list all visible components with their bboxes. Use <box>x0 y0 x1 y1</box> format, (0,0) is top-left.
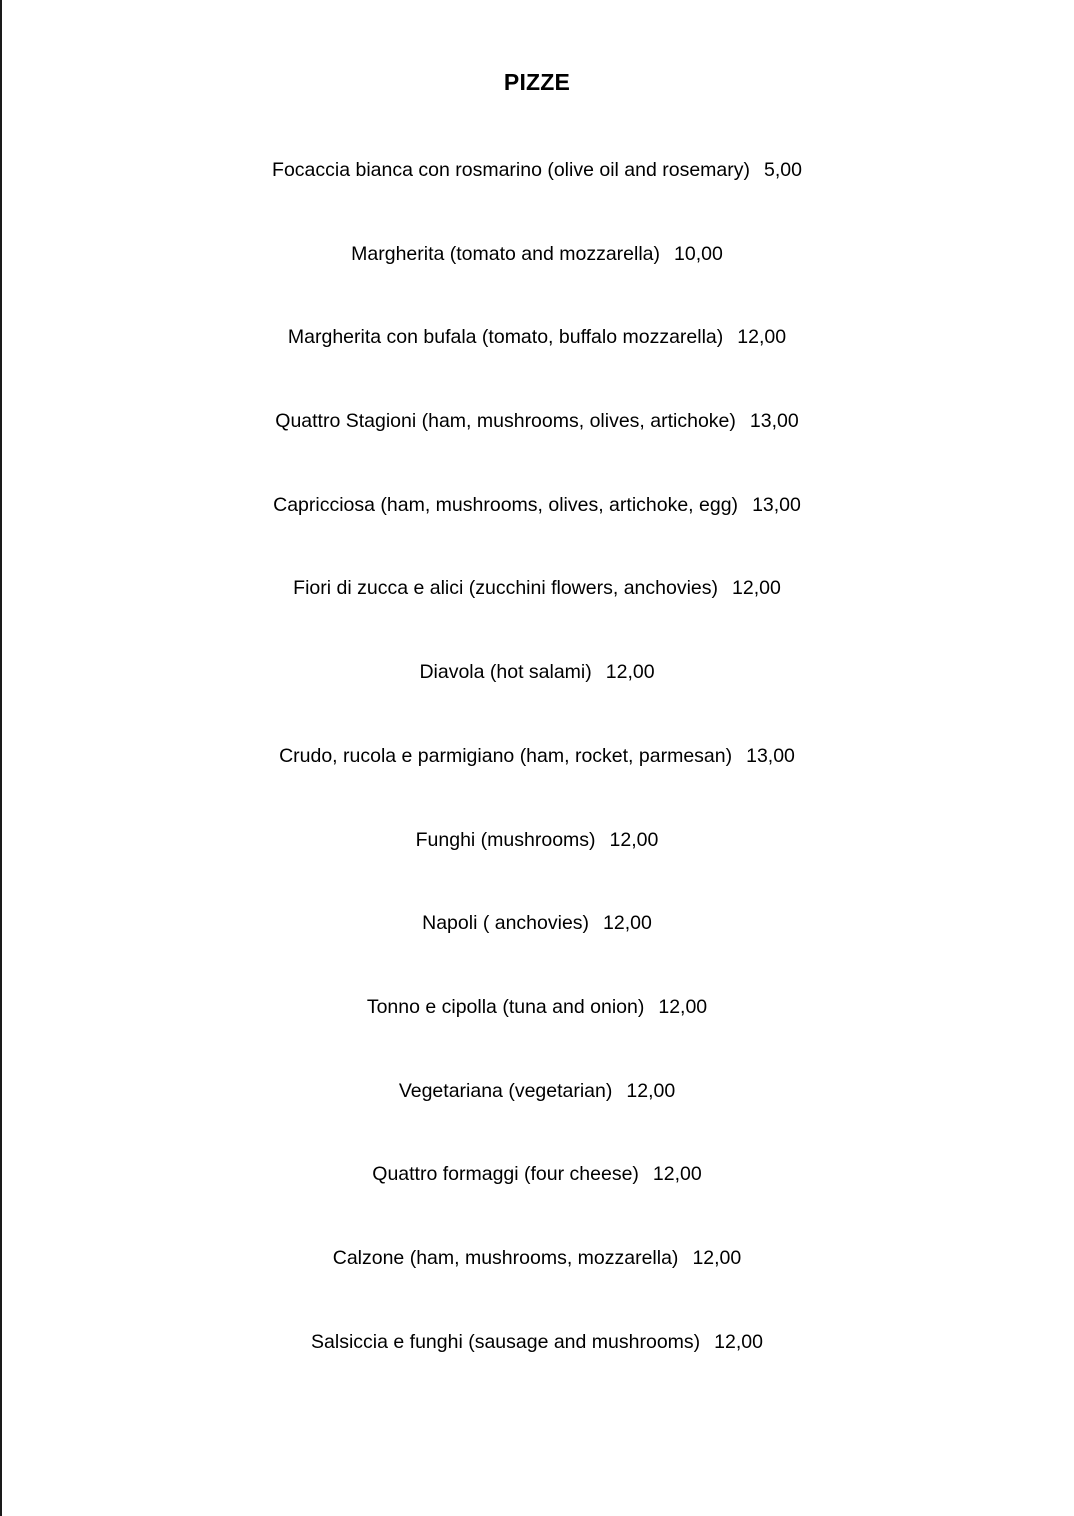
menu-item-price: 12,00 <box>609 828 659 851</box>
menu-item <box>0 237 1074 321</box>
menu-item <box>0 1157 1074 1241</box>
menu-item-name: Focaccia bianca con rosmarino (olive oil and rosemary) <box>272 159 750 181</box>
menu-item <box>0 1241 1074 1325</box>
menu-item-name: Funghi (mushrooms) <box>415 828 596 851</box>
menu-item-price: 12,00 <box>737 326 787 349</box>
menu-item-price: 5,00 <box>764 159 802 181</box>
menu-item-name: Crudo, rucola e parmigiano (ham, rocket, parmesan) <box>279 744 733 767</box>
menu-item-price: 12,00 <box>692 1246 742 1269</box>
menu-item-price: 13,00 <box>752 493 801 516</box>
menu-item <box>0 823 1074 907</box>
menu-item <box>0 153 1074 237</box>
menu-item <box>0 320 1074 404</box>
menu-item-name: Margherita con bufala (tomato, buffalo mozzarella) <box>287 326 724 349</box>
menu-item-name: Salsiccia e funghi (sausage and mushrooms) <box>311 1330 701 1353</box>
menu-item-name: Capricciosa (ham, mushrooms, olives, artichoke, egg) <box>273 493 739 516</box>
menu-item-price: 12,00 <box>732 577 781 600</box>
menu-item <box>0 990 1074 1074</box>
menu-item-price: 12,00 <box>603 912 652 935</box>
menu-title: PIZZE <box>503 69 571 95</box>
menu-item-name: Quattro Stagioni (ham, mushrooms, olives, artichoke) <box>275 410 736 433</box>
menu-item <box>0 1325 1074 1409</box>
menu-item-name: Calzone (ham, mushrooms, mozzarella) <box>332 1246 679 1269</box>
menu-item-name: Napoli ( anchovies) <box>422 912 590 935</box>
menu-item-price: 12,00 <box>658 995 708 1018</box>
menu-item-price: 12,00 <box>605 661 655 684</box>
menu-item-price: 12,00 <box>626 1079 676 1102</box>
menu-item-price: 12,00 <box>652 1163 702 1186</box>
menu-item <box>0 1074 1074 1158</box>
menu-item <box>0 488 1074 572</box>
menu-item <box>0 404 1074 488</box>
menu-item <box>0 571 1074 655</box>
menu-item <box>0 739 1074 823</box>
menu-item-name: Quattro formaggi (four cheese) <box>372 1163 639 1186</box>
menu-item-price: 13,00 <box>746 744 795 767</box>
menu-list <box>0 153 1074 1408</box>
menu-item <box>0 655 1074 739</box>
menu-item-price: 10,00 <box>674 242 723 265</box>
menu-item-name: Tonno e cipolla (tuna and onion) <box>366 995 645 1018</box>
menu-item-price: 13,00 <box>749 410 799 433</box>
menu-item-price: 12,00 <box>714 1330 763 1353</box>
menu-item <box>0 906 1074 990</box>
menu-item-name: Vegetariana (vegetarian) <box>398 1079 613 1102</box>
menu-item-name: Diavola (hot salami) <box>419 661 592 684</box>
menu-item-name: Margherita (tomato and mozzarella) <box>351 242 661 265</box>
menu-item-name: Fiori di zucca e alici (zucchini flowers, anchovies) <box>293 577 718 600</box>
